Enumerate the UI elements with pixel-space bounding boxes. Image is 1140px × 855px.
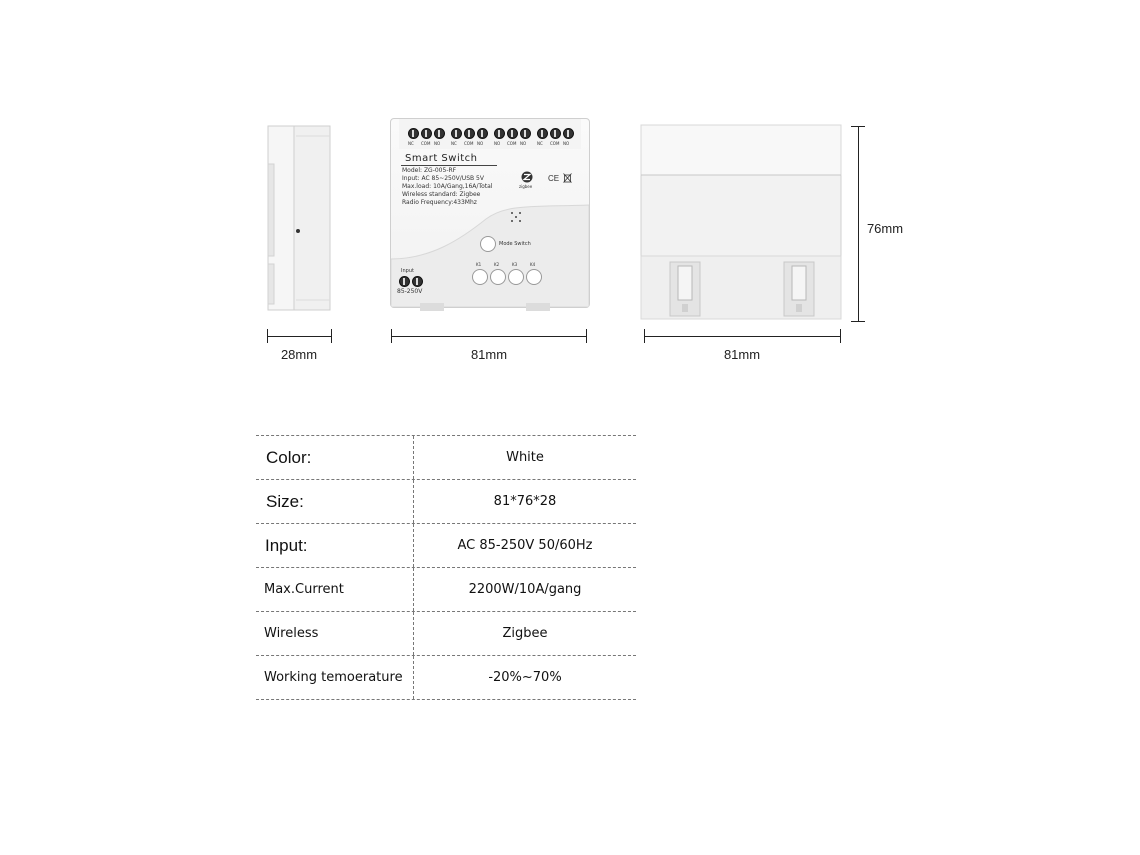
- back-width-label: 81mm: [723, 347, 761, 362]
- terminal-screw: [421, 128, 432, 139]
- spec-row-color: [256, 435, 636, 479]
- radio-text: Radio Frequency:433Mhz: [402, 199, 477, 206]
- ce-mark: CE: [548, 174, 560, 183]
- device-front: [390, 118, 590, 308]
- mode-switch-button[interactable]: [480, 236, 496, 252]
- spec-value: -20%~70%: [488, 670, 562, 685]
- spec-row-max-current: [256, 567, 636, 611]
- input-text: Input: AC 85~250V/USB 5V: [402, 175, 484, 182]
- front-width-label: 81mm: [470, 347, 508, 362]
- spec-label: Color:: [266, 447, 312, 467]
- spec-label: Size:: [266, 491, 304, 511]
- terminal-label: NC: [537, 141, 543, 146]
- spec-row-working-temperature: [256, 655, 636, 700]
- spec-row-wireless: [256, 611, 636, 655]
- input-terminal: [412, 276, 423, 287]
- din-clip: [420, 303, 444, 311]
- terminal-screw: [464, 128, 475, 139]
- k3-label: K3: [512, 262, 518, 267]
- weee-icon: [563, 173, 572, 183]
- k2-button[interactable]: [490, 269, 506, 285]
- k4-label: K4: [530, 262, 536, 267]
- terminal-screw: [537, 128, 548, 139]
- signal-indicator-icon: [510, 211, 522, 223]
- terminal-screw: [494, 128, 505, 139]
- k1-label: K1: [476, 262, 482, 267]
- terminal-screw: [520, 128, 531, 139]
- terminal-screw: [408, 128, 419, 139]
- terminal-screw: [563, 128, 574, 139]
- k1-button[interactable]: [472, 269, 488, 285]
- terminal-screw: [507, 128, 518, 139]
- spec-value: Zigbee: [502, 626, 548, 641]
- side-view: [266, 124, 332, 314]
- side-width-label: 28mm: [280, 347, 318, 362]
- zigbee-logo-text: zigbee: [519, 184, 533, 189]
- spec-row-input: [256, 523, 636, 567]
- title-underline: [401, 165, 497, 166]
- max-load-text: Max.load: 10A/Gang,16A/Total: [402, 183, 493, 190]
- side-dim-line: [267, 336, 332, 337]
- spec-value: AC 85-250V 50/60Hz: [457, 538, 593, 553]
- terminal-label: COM: [464, 141, 474, 146]
- spec-value: 81*76*28: [493, 494, 557, 509]
- voltage-label: 85-250V: [397, 288, 423, 295]
- terminal-label: NO: [520, 141, 527, 146]
- terminal-label: NO: [494, 141, 501, 146]
- k2-label: K2: [494, 262, 500, 267]
- terminal-label: NO: [563, 141, 570, 146]
- k3-button[interactable]: [508, 269, 524, 285]
- spec-label: Max.Current: [264, 582, 344, 597]
- device-title: Smart Switch: [405, 153, 478, 164]
- terminal-label: COM: [550, 141, 560, 146]
- terminal-label: COM: [507, 141, 517, 146]
- wireless-text: Wireless standard: Zigbee: [402, 191, 481, 198]
- terminal-label: NO: [434, 141, 441, 146]
- input-label: Input: [401, 268, 414, 274]
- input-terminal: [399, 276, 410, 287]
- back-dim-line: [644, 336, 841, 337]
- back-view: [640, 124, 845, 320]
- back-height-label: 76mm: [866, 221, 904, 236]
- spec-row-size: [256, 479, 636, 523]
- front-dim-line: [391, 336, 587, 337]
- spec-label: Working temoerature: [264, 670, 403, 685]
- zigbee-logo-icon: [521, 171, 533, 183]
- din-clip: [526, 303, 550, 311]
- model-text: Model: ZG-005-RF: [402, 167, 457, 174]
- side-view-drawing: [266, 124, 332, 314]
- terminal-label: NC: [408, 141, 414, 146]
- terminal-screw: [451, 128, 462, 139]
- terminal-screw: [550, 128, 561, 139]
- spec-label: Input:: [265, 535, 308, 555]
- spec-label: Wireless: [264, 626, 319, 641]
- terminal-screw: [477, 128, 488, 139]
- terminal-label: COM: [421, 141, 431, 146]
- height-dim-line: [858, 126, 859, 322]
- spec-value: White: [506, 450, 544, 465]
- back-view-drawing: [640, 124, 845, 320]
- terminal-screw: [434, 128, 445, 139]
- spec-table: [256, 435, 636, 700]
- spec-value: 2200W/10A/gang: [468, 582, 582, 597]
- terminal-label: NO: [477, 141, 484, 146]
- k4-button[interactable]: [526, 269, 542, 285]
- mode-switch-label: Mode Switch: [499, 241, 531, 247]
- terminal-label: NC: [451, 141, 457, 146]
